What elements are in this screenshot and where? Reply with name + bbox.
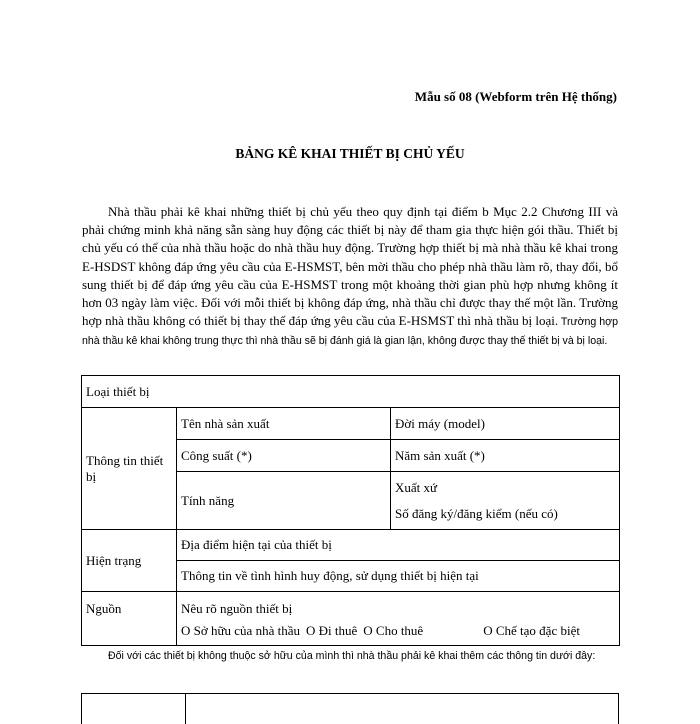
equipment-table	[81, 375, 620, 646]
usage-info-cell: Thông tin về tình hình huy động, sử dụng thiết bị hiện tại	[177, 561, 620, 592]
next-table-fragment	[81, 693, 619, 724]
option-owned: O Sở hữu của nhà thầu	[181, 623, 300, 638]
intro-paragraph	[82, 203, 618, 351]
note-paragraph: Đối với các thiết bị không thuộc sở hữu của mình thì nhà thầu phải kê khai thêm các thông tin dưới đây:	[108, 650, 596, 662]
location-cell: Địa điểm hiện tại của thiết bị	[177, 530, 620, 561]
source-instruction: Nêu rõ nguồn thiết bị	[181, 601, 293, 616]
year-cell: Năm sản xuất (*)	[391, 440, 620, 472]
document-title: BẢNG KÊ KHAI THIẾT BỊ CHỦ YẾU	[235, 146, 465, 161]
registration-text: Số đăng ký/đăng kiểm (nếu có)	[395, 505, 558, 521]
source-label: Nguồn	[82, 592, 177, 646]
table-row	[82, 408, 620, 440]
equipment-info-label: Thông tin thiết bị	[82, 408, 177, 530]
table-row	[82, 592, 620, 646]
source-cell	[177, 592, 620, 646]
origin-registration-cell	[391, 472, 620, 530]
option-rented-out: O Cho thuê	[363, 623, 424, 638]
status-label: Hiện trạng	[82, 530, 177, 592]
features-cell: Tính năng	[177, 472, 391, 530]
equipment-type-label: Loại thiết bị	[82, 376, 620, 408]
form-number: Mẫu số 08 (Webform trên Hệ thống)	[414, 89, 617, 104]
source-options	[181, 623, 615, 639]
origin-text: Xuất xứ	[395, 479, 438, 495]
table-row	[82, 530, 620, 561]
option-rented-in: O Đi thuê	[305, 623, 358, 638]
intro-main-text: Nhà thầu phải kê khai những thiết bị chủ yếu theo quy định tại điểm b Mục 2.2 Chương III và phải chứng minh khả năng sẵn sàng huy động các thiết bị này để tham gia thực hiện gói thầu. Thiết bị chủ yếu có thể của nhà thầu hoặc do nhà thầu huy động. Trường hợp thiết bị mà nhà thầu kê khai trong E-HSDST không đáp ứng yêu cầu của E-HSMST, bên mời thầu cho phép nhà thầu làm rõ, thay đổi, bổ sung thiết bị để đáp ứng yêu cầu của E-HSMST trong một khoảng thời gian phù hợp nhưng không ít hơn 03 ngày làm việc. Đối với mỗi thiết bị không đáp ứng, nhà thầu chỉ được thay thế một lần. Trường hợp nhà thầu không có thiết bị thay thế đáp ứng yêu cầu của E-HSMST thì nhà thầu bị loại.	[82, 204, 618, 329]
intro-tail-text: Trường hợp nhà thầu kê khai không trung thực thì nhà thầu sẽ bị đánh giá là gian lận, không được thay thế thiết bị và bị loại.	[82, 316, 618, 348]
option-custom-made: O Chế tạo đặc biệt	[483, 623, 580, 638]
capacity-cell: Công suất (*)	[177, 440, 391, 472]
manufacturer-cell: Tên nhà sản xuất	[177, 408, 391, 440]
model-cell: Đời máy (model)	[391, 408, 620, 440]
table-row	[82, 376, 620, 408]
